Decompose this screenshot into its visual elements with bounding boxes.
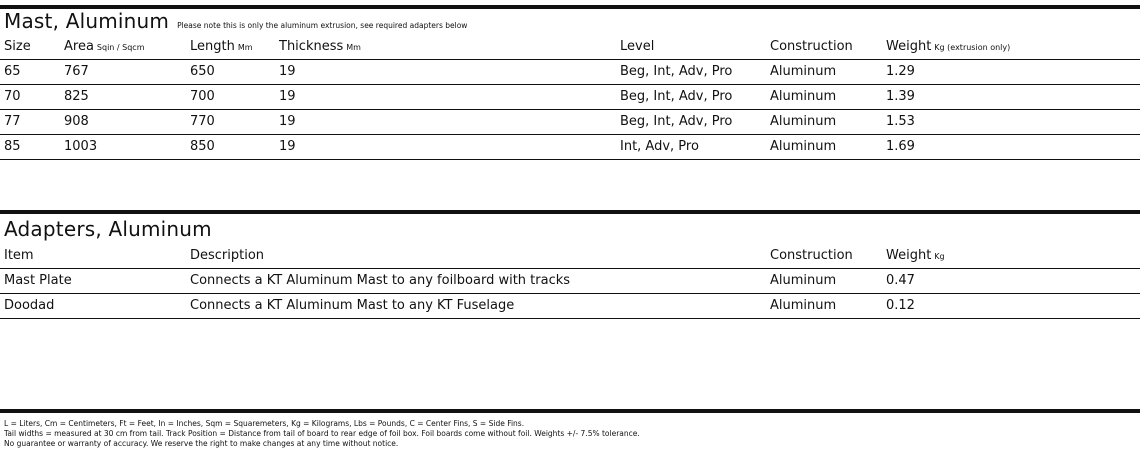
cell-length: 650 xyxy=(190,64,215,79)
header-weight-unit: Kg (extrusion only) xyxy=(934,43,1011,52)
mast-title-row xyxy=(0,9,1140,35)
footer-top-rule xyxy=(0,409,1140,413)
cell-weight: 1.39 xyxy=(886,89,915,104)
cell-weight: 1.29 xyxy=(886,64,915,79)
table-row xyxy=(0,294,1140,319)
cell-level: Beg, Int, Adv, Pro xyxy=(620,64,733,79)
cell-thickness: 19 xyxy=(279,64,296,79)
table-row xyxy=(0,60,1140,85)
table-row xyxy=(0,110,1140,135)
cell-weight: 1.69 xyxy=(886,139,915,154)
table-row xyxy=(0,85,1140,110)
table-row xyxy=(0,135,1140,160)
mast-note: Please note this is only the aluminum extrusion, see required adapters below xyxy=(177,21,468,30)
cell-length: 770 xyxy=(190,114,215,129)
cell-thickness: 19 xyxy=(279,139,296,154)
cell-construction: Aluminum xyxy=(770,139,837,154)
footer xyxy=(0,409,1140,449)
adapters-header-row xyxy=(0,244,1140,269)
adapters-title-row xyxy=(0,214,1140,244)
cell-construction: Aluminum xyxy=(770,114,837,129)
cell-construction: Aluminum xyxy=(770,298,837,313)
cell-description: Connects a KT Aluminum Mast to any KT Fuselage xyxy=(190,298,515,313)
header-thickness-unit: Mm xyxy=(346,43,361,52)
header-area-unit: Sqin / Sqcm xyxy=(96,43,145,52)
cell-area: 1003 xyxy=(64,139,98,154)
footer-measurement-notes: Tail widths = measured at 30 cm from tail. Track Position = Distance from tail of board to rear edge of foil box. Foil boards come without foil. Weights +/- 7.5% tolerance. xyxy=(4,429,640,438)
cell-weight: 0.12 xyxy=(886,298,915,313)
cell-construction: Aluminum xyxy=(770,273,837,288)
footer-disclaimer: No guarantee or warranty of accuracy. We reserve the right to make changes at any time without notice. xyxy=(4,439,399,448)
header-length: Length Mm xyxy=(190,39,253,54)
header-weight-unit: Kg xyxy=(934,252,945,261)
cell-size: 70 xyxy=(4,89,21,104)
cell-size: 85 xyxy=(4,139,21,154)
cell-size: 65 xyxy=(4,64,21,79)
cell-level: Beg, Int, Adv, Pro xyxy=(620,114,733,129)
header-item: Item xyxy=(4,248,34,263)
cell-weight: 0.47 xyxy=(886,273,915,288)
footer-abbreviations: L = Liters, Cm = Centimeters, Ft = Feet, In = Inches, Sqm = Squaremeters, Kg = Kilograms, Lbs = Pounds, C = Center Fins, S = Side Fins. xyxy=(4,419,525,428)
cell-area: 908 xyxy=(64,114,89,129)
header-level: Level xyxy=(620,39,655,54)
header-weight: Weight Kg xyxy=(886,248,945,263)
cell-item: Mast Plate xyxy=(4,273,72,288)
header-thickness: Thickness Mm xyxy=(279,39,361,54)
cell-area: 825 xyxy=(64,89,89,104)
cell-length: 850 xyxy=(190,139,215,154)
cell-thickness: 19 xyxy=(279,89,296,104)
mast-table xyxy=(0,35,1140,160)
cell-level: Beg, Int, Adv, Pro xyxy=(620,89,733,104)
cell-area: 767 xyxy=(64,64,89,79)
header-construction: Construction xyxy=(770,39,853,54)
mast-title: Mast, Aluminum xyxy=(4,9,170,33)
header-area: Area Sqin / Sqcm xyxy=(64,39,145,54)
cell-length: 700 xyxy=(190,89,215,104)
cell-construction: Aluminum xyxy=(770,89,837,104)
header-size: Size xyxy=(4,39,31,54)
table-row xyxy=(0,269,1140,294)
mast-header-row xyxy=(0,35,1140,60)
cell-weight: 1.53 xyxy=(886,114,915,129)
cell-description: Connects a KT Aluminum Mast to any foilboard with tracks xyxy=(190,273,571,288)
header-length-unit: Mm xyxy=(237,43,253,52)
adapters-title: Adapters, Aluminum xyxy=(4,217,212,241)
header-description: Description xyxy=(190,248,265,263)
adapters-table xyxy=(0,244,1140,319)
adapters-section xyxy=(0,210,1140,319)
cell-thickness: 19 xyxy=(279,114,296,129)
cell-construction: Aluminum xyxy=(770,64,837,79)
cell-item: Doodad xyxy=(4,298,55,313)
mast-section xyxy=(0,5,1140,160)
header-weight: Weight Kg (extrusion only) xyxy=(886,39,1011,54)
cell-size: 77 xyxy=(4,114,21,129)
header-construction: Construction xyxy=(770,248,853,263)
cell-level: Int, Adv, Pro xyxy=(620,139,699,154)
